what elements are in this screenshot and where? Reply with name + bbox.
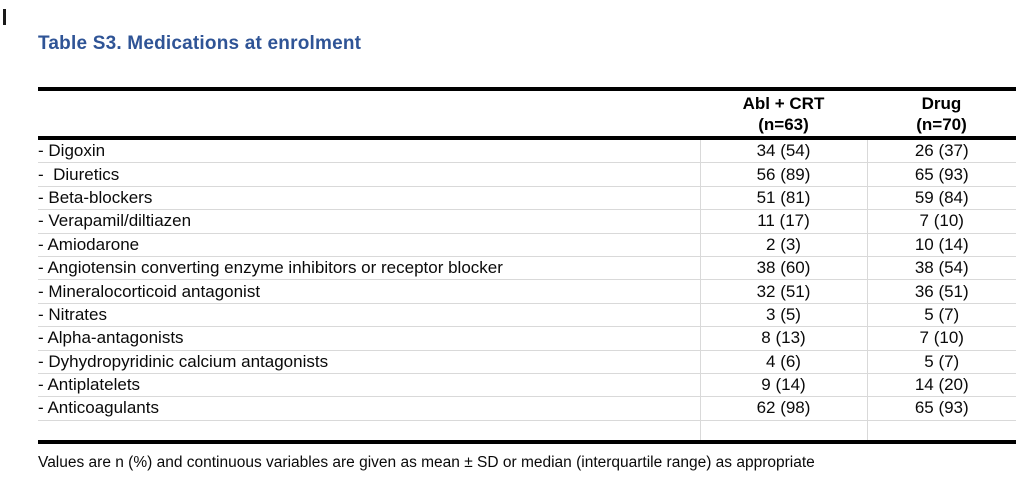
drug-value-cell: 10 (14) xyxy=(867,233,1016,256)
medication-label-cell: - Dyhydropyridinic calcium antagonists xyxy=(38,350,700,373)
empty-label-cell xyxy=(38,420,700,442)
table-header-abl-crt-line2: (n=63) xyxy=(758,114,809,134)
drug-value-cell: 38 (54) xyxy=(867,256,1016,279)
table-header-drug xyxy=(867,89,1016,138)
medication-label-cell: - Anticoagulants xyxy=(38,397,700,420)
drug-value-cell: 5 (7) xyxy=(867,350,1016,373)
abl-crt-value-cell: 56 (89) xyxy=(700,163,867,186)
abl-crt-value-cell: 34 (54) xyxy=(700,138,867,163)
table-header-row xyxy=(38,89,1016,138)
abl-crt-value-cell: 32 (51) xyxy=(700,280,867,303)
medication-label-cell: - Alpha-antagonists xyxy=(38,327,700,350)
table-header-drug-line1: Drug xyxy=(921,93,962,113)
abl-crt-value-cell: 9 (14) xyxy=(700,373,867,396)
page-title: Table S3. Medications at enrolment xyxy=(38,33,362,54)
drug-value-cell: 14 (20) xyxy=(867,373,1016,396)
table-row xyxy=(38,397,1016,420)
abl-crt-value-cell: 4 (6) xyxy=(700,350,867,373)
drug-value-cell: 5 (7) xyxy=(867,303,1016,326)
table-row xyxy=(38,233,1016,256)
medication-label-cell: - Nitrates xyxy=(38,303,700,326)
abl-crt-value-cell: 8 (13) xyxy=(700,327,867,350)
table-body xyxy=(38,138,1016,442)
table-header-abl-crt xyxy=(700,89,867,138)
table-header-abl-crt-line1: Abl + CRT xyxy=(742,93,825,113)
table-header-drug-line2: (n=70) xyxy=(916,114,967,134)
empty-drug-cell xyxy=(867,420,1016,442)
table-row xyxy=(38,350,1016,373)
drug-value-cell: 7 (10) xyxy=(867,327,1016,350)
table-row xyxy=(38,138,1016,163)
table-row xyxy=(38,210,1016,233)
abl-crt-value-cell: 62 (98) xyxy=(700,397,867,420)
medication-label-cell: - Diuretics xyxy=(38,163,700,186)
medication-label-cell: - Mineralocorticoid antagonist xyxy=(38,280,700,303)
abl-crt-value-cell: 2 (3) xyxy=(700,233,867,256)
drug-value-cell: 65 (93) xyxy=(867,163,1016,186)
abl-crt-value-cell: 11 (17) xyxy=(700,210,867,233)
abl-crt-value-cell: 3 (5) xyxy=(700,303,867,326)
drug-value-cell: 59 (84) xyxy=(867,186,1016,209)
drug-value-cell: 65 (93) xyxy=(867,397,1016,420)
table-row xyxy=(38,327,1016,350)
table-footnote: Values are n (%) and continuous variables are given as mean ± SD or median (interquartile range) as appropriate xyxy=(38,454,815,471)
table-row xyxy=(38,373,1016,396)
drug-value-cell: 7 (10) xyxy=(867,210,1016,233)
drug-value-cell: 36 (51) xyxy=(867,280,1016,303)
table-header-medication xyxy=(38,89,700,138)
table-row xyxy=(38,186,1016,209)
medication-label-cell: - Angiotensin converting enzyme inhibitors or receptor blocker xyxy=(38,256,700,279)
table-row xyxy=(38,256,1016,279)
table-empty-row xyxy=(38,420,1016,442)
page-edge-mark xyxy=(3,9,6,25)
table-row xyxy=(38,163,1016,186)
empty-abl-crt-cell xyxy=(700,420,867,442)
table-row xyxy=(38,303,1016,326)
abl-crt-value-cell: 51 (81) xyxy=(700,186,867,209)
table-header xyxy=(38,89,1016,138)
medications-table xyxy=(38,87,1016,444)
drug-value-cell: 26 (37) xyxy=(867,138,1016,163)
medication-label-cell: - Digoxin xyxy=(38,138,700,163)
table-row xyxy=(38,280,1016,303)
medication-label-cell: - Amiodarone xyxy=(38,233,700,256)
medication-label-cell: - Beta-blockers xyxy=(38,186,700,209)
abl-crt-value-cell: 38 (60) xyxy=(700,256,867,279)
medication-label-cell: - Verapamil/diltiazen xyxy=(38,210,700,233)
medication-label-cell: - Antiplatelets xyxy=(38,373,700,396)
